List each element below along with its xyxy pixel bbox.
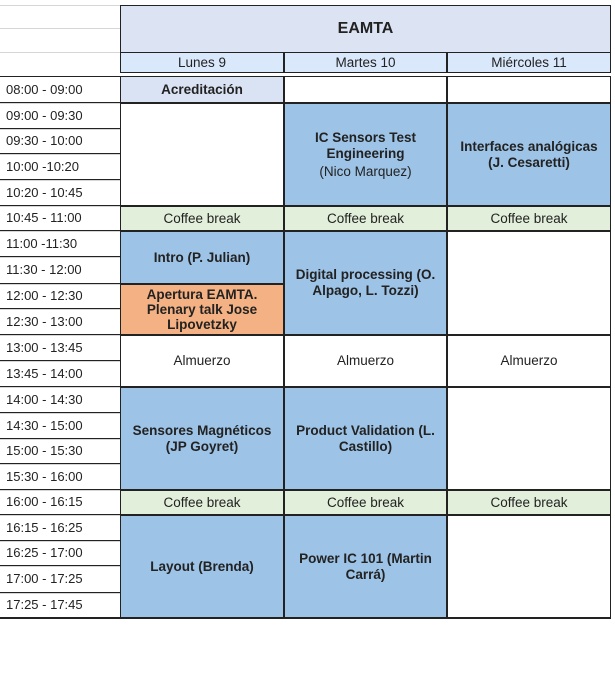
- session-block: [120, 231, 284, 284]
- session-title: Product Validation (L. Castillo): [296, 422, 435, 454]
- session-block: [447, 103, 611, 206]
- session-title: Digital processing (O. Alpago, L. Tozzi): [295, 267, 436, 298]
- session-block: [284, 515, 447, 618]
- time-slot-label: 09:00 - 09:30: [0, 103, 120, 129]
- empty-slot: [447, 387, 611, 490]
- session-block: [120, 76, 284, 103]
- empty-slot: [120, 103, 284, 206]
- empty-slot: [447, 515, 611, 618]
- empty-slot: [447, 76, 611, 103]
- session-block: [120, 335, 284, 387]
- coffee-break-cell: [120, 490, 284, 515]
- sheet-bottom-border: [0, 618, 611, 619]
- session-title: Interfaces analógicas (J. Cesaretti): [460, 138, 598, 170]
- empty-slot: [447, 231, 611, 335]
- session-title: Almuerzo: [500, 353, 558, 368]
- session-title: Sensores Magnéticos (JP Goyret): [132, 422, 272, 454]
- time-slot-label: 16:00 - 16:15: [0, 490, 120, 515]
- time-slot-label: 13:00 - 13:45: [0, 335, 120, 361]
- session-title: Coffee break: [490, 494, 568, 510]
- session-block: [284, 335, 447, 387]
- day-header: Martes 10: [284, 52, 447, 73]
- coffee-break-cell: [284, 490, 447, 515]
- session-block: [284, 103, 447, 206]
- time-slot-label: 17:25 - 17:45: [0, 593, 120, 618]
- session-title: Coffee break: [163, 210, 241, 226]
- session-title: Coffee break: [326, 210, 405, 226]
- session-block: [120, 284, 284, 335]
- session-block: [284, 231, 447, 335]
- session-title: Coffee break: [163, 494, 241, 510]
- session-title: Coffee break: [326, 494, 405, 510]
- gridline: [0, 5, 120, 6]
- schedule-title: EAMTA: [120, 5, 611, 52]
- coffee-break-cell: [447, 206, 611, 231]
- session-title: Coffee break: [490, 210, 568, 226]
- time-slot-label: 12:30 - 13:00: [0, 309, 120, 335]
- session-block: [120, 515, 284, 618]
- day-header: Lunes 9: [120, 52, 284, 73]
- time-slot-label: 12:00 - 12:30: [0, 284, 120, 309]
- time-slot-label: 10:45 - 11:00: [0, 206, 120, 231]
- session-title: Intro (P. Julian): [153, 249, 251, 265]
- session-block: [284, 387, 447, 490]
- session-speaker: (Nico Marquez): [319, 163, 412, 179]
- time-slot-label: 08:00 - 09:00: [0, 76, 120, 103]
- session-title: Power IC 101 (Martin Carrá): [299, 550, 432, 582]
- coffee-break-cell: [120, 206, 284, 231]
- time-slot-label: 15:30 - 16:00: [0, 464, 120, 490]
- time-slot-label: 11:00 -11:30: [0, 231, 120, 257]
- session-title: Apertura EAMTA. Plenary talk Jose Lipovetzky: [146, 287, 258, 332]
- time-slot-label: 13:45 - 14:00: [0, 361, 120, 387]
- empty-slot: [284, 76, 447, 103]
- session-title: Acreditación: [161, 81, 243, 97]
- session-title: Layout (Brenda): [150, 558, 254, 574]
- session-title: Almuerzo: [336, 353, 395, 368]
- coffee-break-cell: [284, 206, 447, 231]
- session-block: [447, 335, 611, 387]
- time-slot-label: 11:30 - 12:00: [0, 257, 120, 284]
- session-block: [120, 387, 284, 490]
- time-slot-label: 10:20 - 10:45: [0, 180, 120, 206]
- time-slot-label: 16:25 - 17:00: [0, 541, 120, 566]
- time-slot-label: 16:15 - 16:25: [0, 515, 120, 541]
- time-slot-label: 09:30 - 10:00: [0, 129, 120, 154]
- coffee-break-cell: [447, 490, 611, 515]
- session-title: Almuerzo: [173, 353, 231, 368]
- time-slot-label: 17:00 - 17:25: [0, 566, 120, 593]
- day-header: Miércoles 11: [447, 52, 611, 73]
- session-title: IC Sensors Test Engineering: [314, 129, 417, 161]
- time-slot-label: 15:00 - 15:30: [0, 439, 120, 464]
- gridline: [0, 52, 120, 53]
- gridline: [0, 28, 120, 29]
- time-slot-label: 14:30 - 15:00: [0, 413, 120, 439]
- time-slot-label: 10:00 -10:20: [0, 154, 120, 180]
- time-slot-label: 14:00 - 14:30: [0, 387, 120, 413]
